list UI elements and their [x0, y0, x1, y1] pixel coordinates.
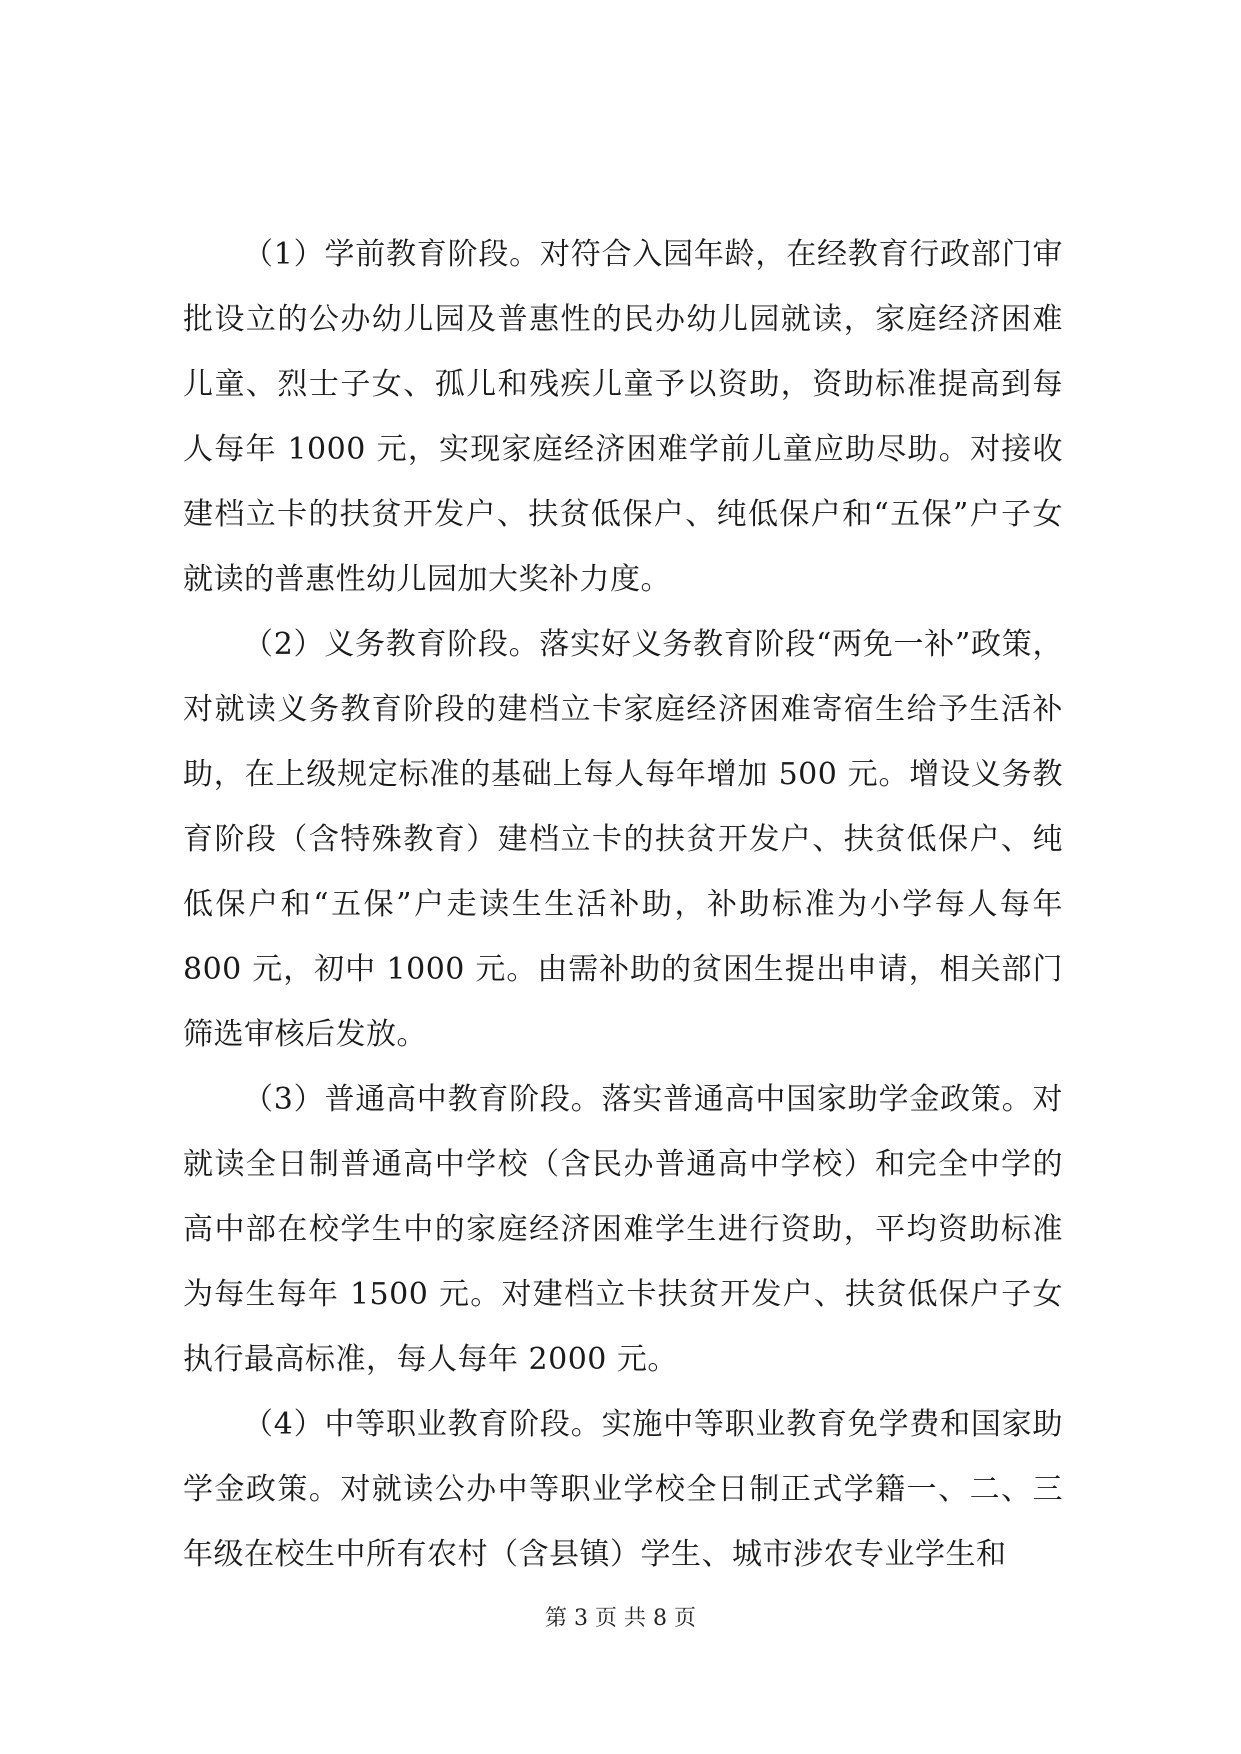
paragraph-vocational: （4）中等职业教育阶段。实施中等职业教育免学费和国家助学金政策。对就读公办中等职业学校全日制正式学籍一、二、三年级在校生中所有农村（含县镇）学生、城市涉农专业学生和: [183, 1407, 1063, 1572]
document-body: [183, 222, 1063, 1587]
paragraph-compulsory: （2）义务教育阶段。落实好义务教育阶段“两免一补”政策，对就读义务教育阶段的建档立卡家庭经济困难寄宿生给予生活补助，在上级规定标准的基础上每人每年增加 500 元。增设义务教育阶段（含特殊教育）建档立卡的扶贫开发户、扶贫低保户、纯低保户和“五保”户走读生生活补助，补助标准为小学每人每年 800 元，初中 1000 元。由需补助的贫困生提出申请，相关部门筛选审核后发放。: [183, 627, 1063, 1052]
paragraph-preschool: （1）学前教育阶段。对符合入园年龄，在经教育行政部门审批设立的公办幼儿园及普惠性的民办幼儿园就读，家庭经济困难儿童、烈士子女、孤儿和残疾儿童予以资助，资助标准提高到每人每年 1000 元，实现家庭经济困难学前儿童应助尽助。对接收建档立卡的扶贫开发户、扶贫低保户、纯低保户和“五保”户子女就读的普惠性幼儿园加大奖补力度。: [183, 237, 1063, 597]
page-number-footer: 第 3 页 共 8 页: [545, 1606, 696, 1631]
paragraph-high-school: （3）普通高中教育阶段。落实普通高中国家助学金政策。对就读全日制普通高中学校（含民办普通高中学校）和完全中学的高中部在校学生中的家庭经济困难学生进行资助，平均资助标准为每生每年 1500 元。对建档立卡扶贫开发户、扶贫低保户子女执行最高标准，每人每年 2000 元。: [183, 1082, 1063, 1377]
